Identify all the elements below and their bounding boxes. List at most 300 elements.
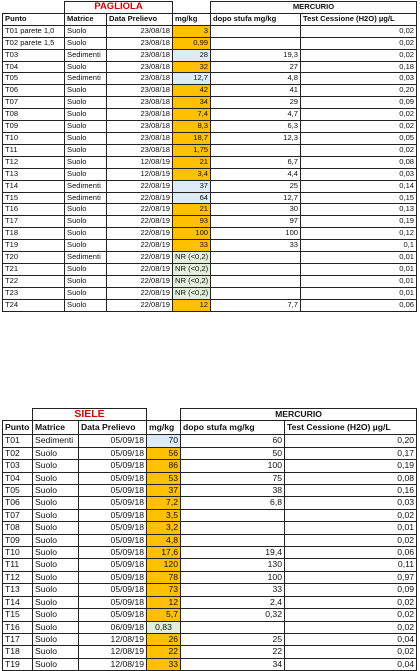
cell-data-prelievo: 23/08/18 [107, 109, 173, 121]
cell-data-prelievo: 22/08/19 [107, 180, 173, 192]
cell-data-prelievo: 23/08/18 [107, 144, 173, 156]
cell-dopo-stufa: 25 [181, 633, 285, 645]
cell-punto: T01 [3, 435, 33, 447]
cell-test-cessione: 0,12 [301, 228, 417, 240]
cell-test-cessione: 0,01 [285, 522, 417, 534]
cell-data-prelievo: 12/08/19 [79, 658, 147, 670]
cell-test-cessione: 0,17 [285, 447, 417, 459]
cell-matrice: Sedimenti [65, 192, 107, 204]
cell-mgkg: 3 [173, 25, 211, 37]
cell-punto: T17 [3, 216, 65, 228]
cell-matrice: Suolo [65, 144, 107, 156]
table-row [3, 156, 417, 168]
table-row [3, 497, 417, 509]
table-row [3, 534, 417, 546]
table-row [3, 37, 417, 49]
table-row [3, 168, 417, 180]
cell-matrice: Suolo [65, 37, 107, 49]
cell-test-cessione: 0,08 [285, 472, 417, 484]
cell-matrice: Suolo [33, 621, 79, 633]
cell-matrice: Suolo [65, 287, 107, 299]
cell-punto: T01 parete 1,0 [3, 25, 65, 37]
cell-test-cessione: 0,18 [301, 61, 417, 73]
cell-test-cessione: 0,97 [285, 571, 417, 583]
cell-punto: T04 [3, 472, 33, 484]
cell-dopo-stufa [181, 621, 285, 633]
cell-punto: T13 [3, 584, 33, 596]
cell-mgkg: 32 [173, 61, 211, 73]
table-row [3, 204, 417, 216]
cell-matrice: Suolo [65, 204, 107, 216]
cell-data-prelievo: 23/08/18 [107, 25, 173, 37]
cell-data-prelievo: 23/08/18 [107, 73, 173, 85]
cell-mgkg: 1,75 [173, 144, 211, 156]
cell-data-prelievo: 05/09/18 [79, 609, 147, 621]
cell-matrice: Suolo [33, 547, 79, 559]
cell-matrice: Suolo [65, 216, 107, 228]
cell-punto: T07 [3, 97, 65, 109]
cell-matrice: Suolo [65, 263, 107, 275]
cell-mgkg: 73 [147, 584, 181, 596]
cell-mgkg: 33 [147, 658, 181, 670]
cell-mgkg: 3,2 [147, 522, 181, 534]
site-title: SIELE [33, 409, 147, 421]
cell-test-cessione: 0,02 [285, 646, 417, 658]
cell-mgkg: 70 [147, 435, 181, 447]
cell-data-prelievo: 23/08/18 [107, 85, 173, 97]
cell-matrice: Suolo [33, 571, 79, 583]
cell-matrice: Suolo [65, 61, 107, 73]
cell-mgkg: 4,8 [147, 534, 181, 546]
cell-dopo-stufa: 41 [211, 85, 301, 97]
table-row [3, 121, 417, 133]
cell-data-prelievo: 05/09/18 [79, 596, 147, 608]
cell-test-cessione: 0,06 [301, 299, 417, 311]
siele-table [2, 408, 417, 671]
cell-data-prelievo: 05/09/18 [79, 584, 147, 596]
table-row [3, 263, 417, 275]
cell-punto: T07 [3, 509, 33, 521]
cell-punto: T18 [3, 228, 65, 240]
cell-dopo-stufa: 4,7 [211, 109, 301, 121]
cell-matrice: Suolo [33, 522, 79, 534]
cell-punto: T15 [3, 192, 65, 204]
cell-data-prelievo: 12/08/19 [79, 633, 147, 645]
cell-matrice: Suolo [33, 633, 79, 645]
cell-matrice: Suolo [65, 97, 107, 109]
pagliola-body [3, 2, 417, 312]
cell-punto: T02 parete 1,5 [3, 37, 65, 49]
cell-punto: T09 [3, 534, 33, 546]
cell-dopo-stufa: 34 [181, 658, 285, 670]
cell-test-cessione: 0,14 [301, 180, 417, 192]
cell-punto: T22 [3, 275, 65, 287]
siele-body [3, 409, 417, 671]
header-dopo-stufa: dopo stufa mg/kg [181, 421, 285, 435]
cell-data-prelievo: 23/08/18 [107, 61, 173, 73]
header-dopo-stufa: dopo stufa mg/kg [211, 13, 301, 25]
cell-test-cessione: 0,03 [285, 497, 417, 509]
cell-data-prelievo: 05/09/18 [79, 534, 147, 546]
cell-mgkg: NR (<0,2) [173, 263, 211, 275]
cell-mgkg: 100 [173, 228, 211, 240]
cell-punto: T13 [3, 168, 65, 180]
cell-data-prelievo: 22/08/19 [107, 204, 173, 216]
cell-dopo-stufa [211, 252, 301, 264]
cell-data-prelievo: 05/09/18 [79, 447, 147, 459]
cell-matrice: Suolo [33, 472, 79, 484]
table-row [3, 435, 417, 447]
cell-dopo-stufa: 100 [211, 228, 301, 240]
table-row [3, 240, 417, 252]
cell-dopo-stufa: 60 [181, 435, 285, 447]
cell-mgkg: 5,7 [147, 609, 181, 621]
cell-punto: T17 [3, 633, 33, 645]
cell-matrice: Suolo [65, 228, 107, 240]
cell-test-cessione: 0,02 [301, 49, 417, 61]
cell-punto: T02 [3, 447, 33, 459]
cell-test-cessione: 0,09 [285, 584, 417, 596]
table-row [3, 609, 417, 621]
cell-data-prelievo: 23/08/18 [107, 121, 173, 133]
cell-data-prelievo: 22/08/19 [107, 252, 173, 264]
cell-dopo-stufa: 4,8 [211, 73, 301, 85]
cell-punto: T18 [3, 646, 33, 658]
cell-data-prelievo: 22/08/19 [107, 287, 173, 299]
table-row [3, 547, 417, 559]
cell-matrice: Suolo [65, 168, 107, 180]
cell-mgkg: 93 [173, 216, 211, 228]
cell-dopo-stufa: 0,32 [181, 609, 285, 621]
header-test-cessione: Test Cessione (H2O) µg/L [301, 13, 417, 25]
cell-matrice: Suolo [65, 85, 107, 97]
header-data-prelievo: Data Prelievo [107, 13, 173, 25]
cell-mgkg: 21 [173, 204, 211, 216]
table-row [3, 25, 417, 37]
cell-mgkg: 18,7 [173, 132, 211, 144]
cell-data-prelievo: 05/09/18 [79, 559, 147, 571]
cell-test-cessione: 0,01 [301, 275, 417, 287]
table-row [3, 571, 417, 583]
cell-mgkg: 12 [173, 299, 211, 311]
cell-matrice: Suolo [33, 559, 79, 571]
cell-data-prelievo: 23/08/18 [107, 132, 173, 144]
cell-matrice: Suolo [65, 240, 107, 252]
cell-dopo-stufa: 50 [181, 447, 285, 459]
cell-test-cessione: 0,19 [301, 216, 417, 228]
cell-punto: T15 [3, 609, 33, 621]
siele-title-row [3, 409, 417, 421]
cell-test-cessione: 0,04 [285, 658, 417, 670]
table-row [3, 61, 417, 73]
cell-mgkg: 37 [147, 485, 181, 497]
cell-matrice: Suolo [33, 534, 79, 546]
table-row [3, 49, 417, 61]
cell-punto: T12 [3, 571, 33, 583]
cell-matrice: Sedimenti [65, 252, 107, 264]
cell-mgkg: 64 [173, 192, 211, 204]
cell-matrice: Suolo [33, 485, 79, 497]
cell-matrice: Suolo [33, 596, 79, 608]
cell-test-cessione: 0,02 [285, 621, 417, 633]
cell-punto: T14 [3, 180, 65, 192]
group-header: MERCURIO [211, 2, 417, 14]
cell-mgkg: 56 [147, 447, 181, 459]
cell-matrice: Suolo [65, 132, 107, 144]
cell-mgkg: NR (<0,2) [173, 275, 211, 287]
cell-dopo-stufa: 6,3 [211, 121, 301, 133]
cell-punto: T08 [3, 522, 33, 534]
cell-data-prelievo: 22/08/19 [107, 299, 173, 311]
cell-dopo-stufa: 33 [211, 240, 301, 252]
table-row [3, 559, 417, 571]
cell-test-cessione: 0,04 [285, 633, 417, 645]
cell-test-cessione: 0,1 [301, 240, 417, 252]
header-matrice: Matrice [33, 421, 79, 435]
cell-punto: T04 [3, 61, 65, 73]
cell-punto: T19 [3, 240, 65, 252]
cell-mgkg: 78 [147, 571, 181, 583]
cell-dopo-stufa: 7,7 [211, 299, 301, 311]
cell-test-cessione: 0,05 [301, 132, 417, 144]
table-row [3, 109, 417, 121]
cell-matrice: Sedimenti [65, 73, 107, 85]
cell-data-prelievo: 05/09/18 [79, 460, 147, 472]
cell-punto: T06 [3, 85, 65, 97]
pagliola-title-row [3, 2, 417, 14]
cell-punto: T10 [3, 547, 33, 559]
cell-data-prelievo: 12/08/19 [107, 168, 173, 180]
cell-data-prelievo: 22/08/19 [107, 240, 173, 252]
cell-mgkg: 3,5 [147, 509, 181, 521]
cell-mgkg: 7,4 [173, 109, 211, 121]
cell-mgkg: 0,83 [147, 621, 181, 633]
cell-matrice: Suolo [65, 275, 107, 287]
cell-mgkg: 7,2 [147, 497, 181, 509]
cell-data-prelievo: 06/09/18 [79, 621, 147, 633]
cell-punto: T24 [3, 299, 65, 311]
cell-mgkg: NR (<0,2) [173, 287, 211, 299]
cell-matrice: Suolo [65, 109, 107, 121]
cell-test-cessione: 0,02 [301, 121, 417, 133]
cell-punto: T14 [3, 596, 33, 608]
cell-mgkg: 26 [147, 633, 181, 645]
cell-dopo-stufa: 100 [181, 571, 285, 583]
cell-dopo-stufa: 30 [211, 204, 301, 216]
cell-dopo-stufa: 19,3 [211, 49, 301, 61]
header-data-prelievo: Data Prelievo [79, 421, 147, 435]
cell-matrice: Suolo [33, 658, 79, 670]
cell-test-cessione: 0,19 [285, 460, 417, 472]
cell-punto: T06 [3, 497, 33, 509]
cell-test-cessione: 0,03 [301, 168, 417, 180]
cell-matrice: Suolo [65, 121, 107, 133]
table-row [3, 132, 417, 144]
cell-dopo-stufa: 22 [181, 646, 285, 658]
cell-mgkg: 17,6 [147, 547, 181, 559]
cell-matrice: Sedimenti [33, 435, 79, 447]
cell-test-cessione: 0,15 [301, 192, 417, 204]
table-row [3, 447, 417, 459]
table-row [3, 299, 417, 311]
cell-dopo-stufa: 29 [211, 97, 301, 109]
cell-mgkg: 8,3 [173, 121, 211, 133]
cell-data-prelievo: 22/08/19 [107, 228, 173, 240]
cell-test-cessione: 0,02 [301, 37, 417, 49]
cell-mgkg: 21 [173, 156, 211, 168]
cell-matrice: Sedimenti [65, 49, 107, 61]
cell-data-prelievo: 12/08/19 [79, 646, 147, 658]
cell-dopo-stufa [211, 37, 301, 49]
cell-dopo-stufa [181, 522, 285, 534]
cell-test-cessione: 0,02 [301, 109, 417, 121]
cell-punto: T08 [3, 109, 65, 121]
cell-data-prelievo: 05/09/18 [79, 472, 147, 484]
cell-dopo-stufa: 27 [211, 61, 301, 73]
cell-punto: T12 [3, 156, 65, 168]
cell-test-cessione: 0,06 [285, 547, 417, 559]
cell-data-prelievo: 23/08/18 [107, 49, 173, 61]
cell-punto: T16 [3, 621, 33, 633]
cell-dopo-stufa: 4,4 [211, 168, 301, 180]
table-row [3, 472, 417, 484]
table-row [3, 509, 417, 521]
cell-mgkg: 12,7 [173, 73, 211, 85]
cell-dopo-stufa: 12,7 [211, 192, 301, 204]
cell-dopo-stufa: 12,3 [211, 132, 301, 144]
table-row [3, 192, 417, 204]
header-punto: Punto [3, 421, 33, 435]
cell-mgkg: NR (<0,2) [173, 252, 211, 264]
table-row [3, 275, 417, 287]
table-row [3, 73, 417, 85]
cell-data-prelievo: 23/08/18 [107, 37, 173, 49]
pagliola-table [2, 1, 417, 312]
table-row [3, 216, 417, 228]
header-mgkg: mg/kg [147, 421, 181, 435]
cell-matrice: Suolo [65, 156, 107, 168]
cell-test-cessione: 0,03 [301, 73, 417, 85]
cell-data-prelievo: 05/09/18 [79, 497, 147, 509]
cell-mgkg: 3,4 [173, 168, 211, 180]
cell-test-cessione: 0,02 [301, 25, 417, 37]
cell-punto: T10 [3, 132, 65, 144]
cell-punto: T23 [3, 287, 65, 299]
pagliola-header-row [3, 13, 417, 25]
cell-dopo-stufa [211, 144, 301, 156]
table-row [3, 252, 417, 264]
cell-mgkg: 42 [173, 85, 211, 97]
cell-data-prelievo: 05/09/18 [79, 547, 147, 559]
cell-dopo-stufa: 19,4 [181, 547, 285, 559]
cell-test-cessione: 0,08 [301, 156, 417, 168]
cell-data-prelievo: 22/08/19 [107, 275, 173, 287]
table-row [3, 97, 417, 109]
table-row [3, 144, 417, 156]
cell-punto: T20 [3, 252, 65, 264]
cell-data-prelievo: 23/08/18 [107, 97, 173, 109]
cell-dopo-stufa: 6,7 [211, 156, 301, 168]
cell-test-cessione: 0,02 [285, 609, 417, 621]
cell-dopo-stufa: 38 [181, 485, 285, 497]
cell-dopo-stufa: 75 [181, 472, 285, 484]
cell-punto: T05 [3, 485, 33, 497]
cell-dopo-stufa [211, 287, 301, 299]
cell-punto: T16 [3, 204, 65, 216]
cell-dopo-stufa: 6,8 [181, 497, 285, 509]
table-row [3, 522, 417, 534]
cell-matrice: Suolo [65, 25, 107, 37]
cell-matrice: Suolo [33, 646, 79, 658]
cell-test-cessione: 0,09 [301, 97, 417, 109]
group-header: MERCURIO [181, 409, 417, 421]
cell-test-cessione: 0,13 [301, 204, 417, 216]
cell-punto: T09 [3, 121, 65, 133]
cell-test-cessione: 0,01 [301, 263, 417, 275]
cell-matrice: Sedimenti [65, 180, 107, 192]
cell-test-cessione: 0,01 [301, 252, 417, 264]
table-row [3, 460, 417, 472]
cell-matrice: Suolo [65, 299, 107, 311]
header-test-cessione: Test Cessione (H2O) µg/L [285, 421, 417, 435]
cell-test-cessione: 0,20 [285, 435, 417, 447]
table-row [3, 596, 417, 608]
cell-matrice: Suolo [33, 584, 79, 596]
cell-dopo-stufa [211, 263, 301, 275]
cell-matrice: Suolo [33, 460, 79, 472]
cell-punto: T21 [3, 263, 65, 275]
cell-test-cessione: 0,01 [301, 287, 417, 299]
site-title: PAGLIOLA [65, 2, 173, 14]
cell-data-prelievo: 22/08/19 [107, 192, 173, 204]
table-row [3, 621, 417, 633]
cell-test-cessione: 0,02 [285, 509, 417, 521]
cell-mgkg: 34 [173, 97, 211, 109]
table-row [3, 584, 417, 596]
header-punto: Punto [3, 13, 65, 25]
cell-punto: T11 [3, 144, 65, 156]
table-row [3, 180, 417, 192]
table-row [3, 485, 417, 497]
cell-data-prelievo: 05/09/18 [79, 485, 147, 497]
cell-dopo-stufa: 25 [211, 180, 301, 192]
cell-test-cessione: 0,16 [285, 485, 417, 497]
cell-data-prelievo: 05/09/18 [79, 435, 147, 447]
cell-data-prelievo: 05/09/18 [79, 571, 147, 583]
cell-matrice: Suolo [33, 497, 79, 509]
cell-punto: T03 [3, 460, 33, 472]
cell-matrice: Suolo [33, 609, 79, 621]
table-row [3, 646, 417, 658]
cell-dopo-stufa [211, 275, 301, 287]
cell-data-prelievo: 22/08/19 [107, 216, 173, 228]
cell-mgkg: 22 [147, 646, 181, 658]
cell-matrice: Suolo [33, 509, 79, 521]
cell-punto: T05 [3, 73, 65, 85]
header-matrice: Matrice [65, 13, 107, 25]
cell-test-cessione: 0,02 [301, 144, 417, 156]
table-row [3, 287, 417, 299]
cell-dopo-stufa [211, 25, 301, 37]
cell-data-prelievo: 05/09/18 [79, 522, 147, 534]
cell-matrice: Suolo [33, 447, 79, 459]
cell-data-prelievo: 05/09/18 [79, 509, 147, 521]
cell-test-cessione: 0,02 [285, 534, 417, 546]
cell-dopo-stufa [181, 534, 285, 546]
cell-dopo-stufa [181, 509, 285, 521]
cell-test-cessione: 0,20 [301, 85, 417, 97]
cell-data-prelievo: 22/08/19 [107, 263, 173, 275]
